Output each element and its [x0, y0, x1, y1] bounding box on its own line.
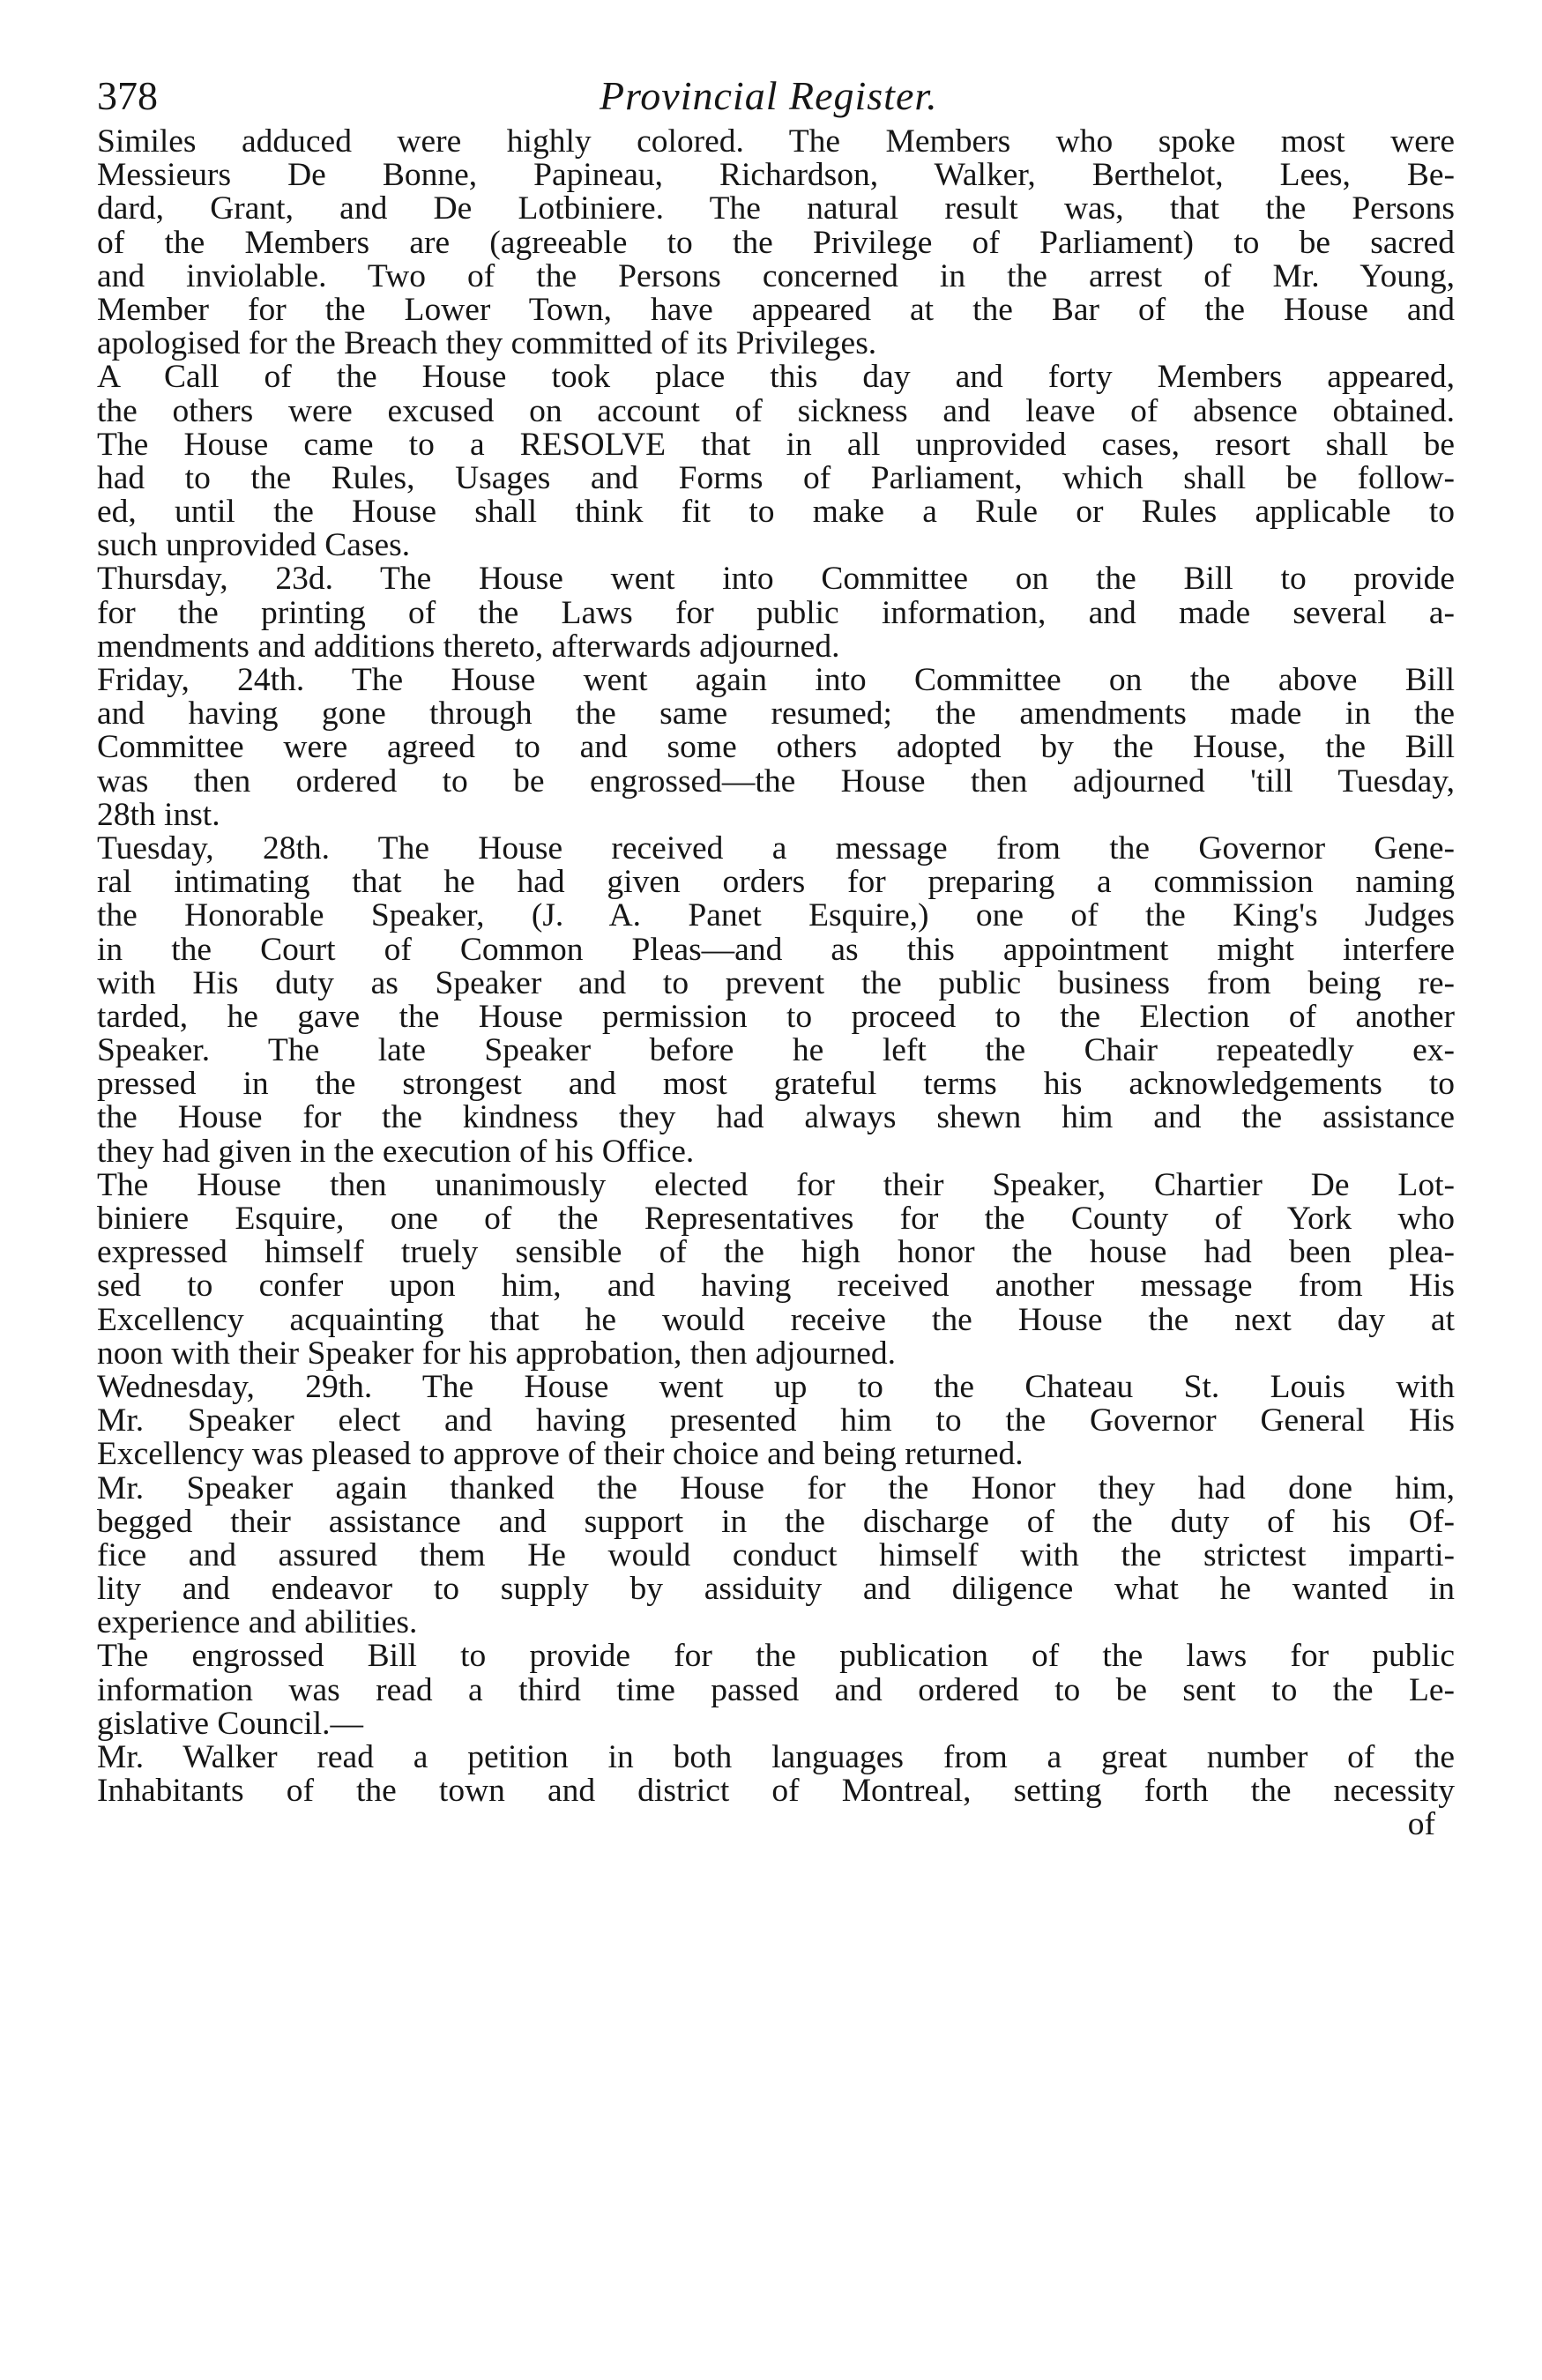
text-line: biniere Esquire, one of the Representatives for the County of York who: [97, 1202, 1455, 1237]
text-line: 28th inst.: [97, 798, 220, 832]
text-line: expressed himself truely sensible of the high honor the house had been plea-: [97, 1236, 1455, 1270]
text-line: with His duty as Speaker and to prevent the public business from being re-: [97, 966, 1455, 1000]
text-line: of the Members are (agreeable to the Privilege of Parliament) to be sacred: [97, 226, 1455, 260]
text-line: and inviolable. Two of the Persons concerned in the arrest of Mr. Young,: [97, 259, 1455, 294]
text-line: gislative Council.—: [97, 1707, 364, 1741]
text-line: experience and abilities.: [97, 1606, 418, 1640]
text-line: Excellency was pleased to approve of their choice and being returned.: [97, 1438, 1024, 1472]
text-line: information was read a third time passed and ordered to be sent to the Le-: [97, 1673, 1455, 1707]
page-number: 378: [97, 73, 158, 118]
text-line: The House then unanimously elected for their Speaker, Chartier De Lot-: [97, 1168, 1455, 1202]
text-line: they had given in the execution of his Office.: [97, 1134, 695, 1169]
text-line: A Call of the House took place this day and forty Members appeared,: [97, 361, 1455, 395]
text-line: ed, until the House shall think fit to make a Rule or Rules applicable to: [97, 495, 1455, 530]
text-line: noon with their Speaker for his approbation, then adjourned.: [97, 1336, 897, 1371]
text-line: had to the Rules, Usages and Forms of Parliament, which shall be follow-: [97, 461, 1455, 496]
text-line: Excellency acquainting that he would receive the House the next day at: [97, 1303, 1455, 1337]
text-line: Wednesday, 29th. The House went up to the Chateau St. Louis with: [97, 1370, 1455, 1405]
text-body: [97, 125, 1455, 1842]
text-line: the House for the kindness they had always shewn him and the assistance: [97, 1101, 1455, 1135]
text-line: fice and assured them He would conduct himself with the strictest imparti-: [97, 1538, 1455, 1573]
text-line: mendments and additions thereto, afterwards adjourned.: [97, 629, 840, 664]
text-line: in the Court of Common Pleas—and as this appointment might interfere: [97, 933, 1455, 967]
text-line: Thursday, 23d. The House went into Committee on the Bill to provide: [97, 562, 1455, 597]
text-line: such unprovided Cases.: [97, 529, 411, 563]
running-head: Provincial Register.: [600, 73, 938, 118]
text-line: apologised for the Breach they committed of its Privileges.: [97, 327, 877, 361]
text-line: Tuesday, 28th. The House received a message from the Governor Gene-: [97, 831, 1455, 866]
text-line: Mr. Walker read a petition in both languages from a great number of the: [97, 1741, 1455, 1775]
text-line: Mr. Speaker again thanked the House for the Honor they had done him,: [97, 1471, 1455, 1506]
text-line: the others were excused on account of sickness and leave of absence obtained.: [97, 394, 1455, 428]
text-line: pressed in the strongest and most grateful terms his acknowledgements to: [97, 1067, 1455, 1102]
page-header: [97, 69, 1455, 123]
text-line: The engrossed Bill to provide for the publication of the laws for public: [97, 1640, 1455, 1674]
text-line: Inhabitants of the town and district of Montreal, setting forth the necessity: [97, 1774, 1455, 1809]
text-line: ral intimating that he had given orders for preparing a commission naming: [97, 866, 1455, 900]
text-line: and having gone through the same resumed; the amendments made in the: [97, 697, 1455, 732]
text-line: tarded, he gave the House permission to proceed to the Election of another: [97, 1000, 1455, 1035]
text-line: The House came to a RESOLVE that in all unprovided cases, resort shall be: [97, 428, 1455, 462]
text-line: Mr. Speaker elect and having presented him to the Governor General His: [97, 1404, 1455, 1439]
text-line: sed to confer upon him, and having received another message from His: [97, 1269, 1455, 1304]
text-line: Committee were agreed to and some others adopted by the House, the Bill: [97, 731, 1455, 765]
text-line: Messieurs De Bonne, Papineau, Richardson, Walker, Berthelot, Lees, Be-: [97, 159, 1455, 193]
text-line: Friday, 24th. The House went again into Committee on the above Bill: [97, 664, 1455, 698]
text-line: for the printing of the Laws for public information, and made several a-: [97, 596, 1455, 630]
text-line: Speaker. The late Speaker before he left the Chair repeatedly ex-: [97, 1034, 1455, 1068]
text-line: dard, Grant, and De Lotbiniere. The natural result was, that the Persons: [97, 192, 1455, 227]
text-line: the Honorable Speaker, (J. A. Panet Esquire,) one of the King's Judges: [97, 899, 1455, 933]
text-line: Similes adduced were highly colored. The Members who spoke most were: [97, 125, 1455, 160]
catchword: of: [1407, 1808, 1435, 1842]
text-line: was then ordered to be engrossed—the House then adjourned 'till Tuesday,: [97, 764, 1455, 799]
text-line: lity and endeavor to supply by assiduity and diligence what he wanted in: [97, 1573, 1455, 1607]
text-line: begged their assistance and support in the discharge of the duty of his Of-: [97, 1505, 1455, 1539]
text-line: Member for the Lower Town, have appeared at the Bar of the House and: [97, 293, 1455, 328]
